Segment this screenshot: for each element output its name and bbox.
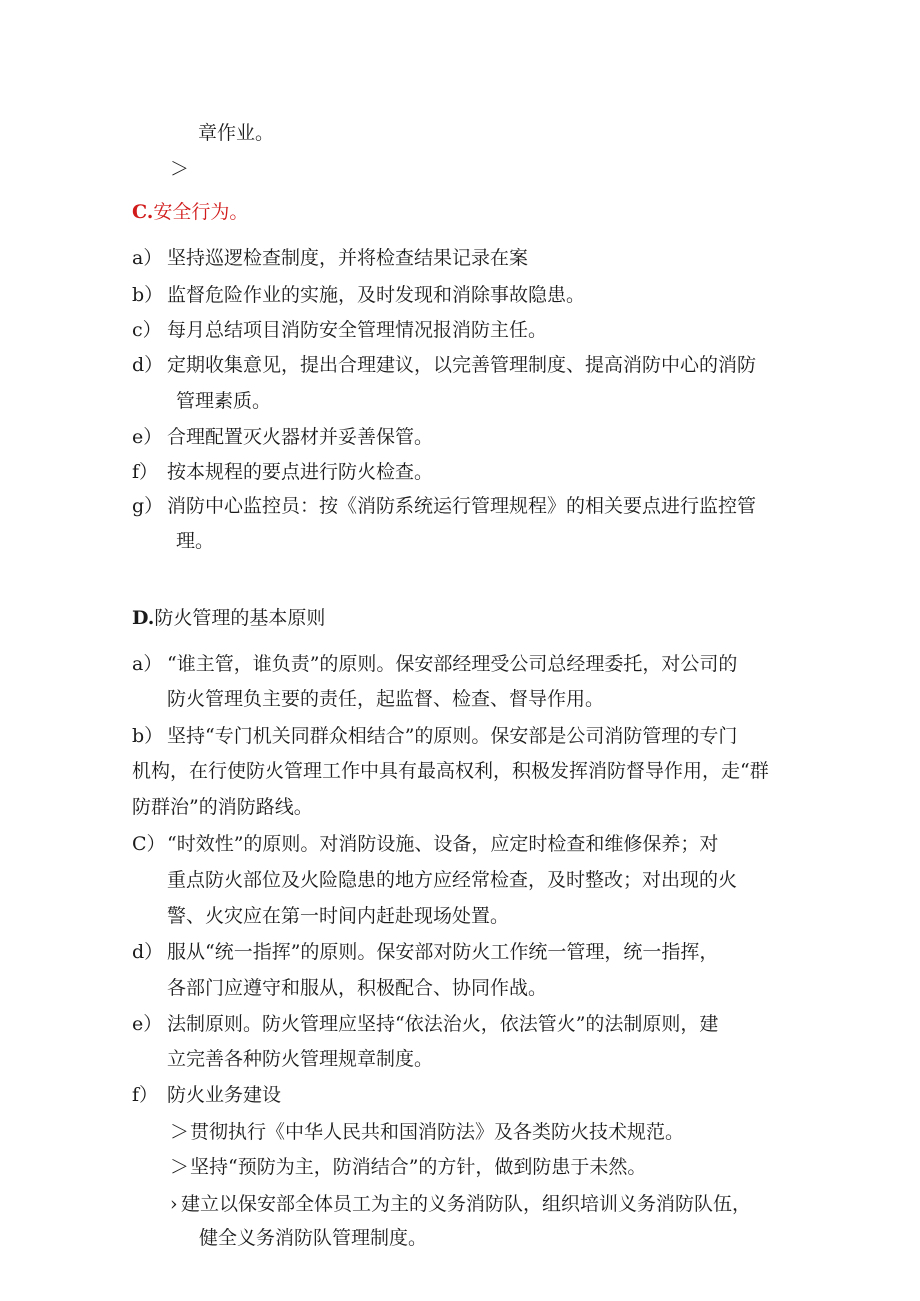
section-d-item-e-line-1: 法制原则。防火管理应坚持“依法治火，依法管火”的法制原则，建 [167,1013,719,1035]
section-c-item-b-line-1: 监督危险作业的实施，及时发现和消除事故隐患。 [167,284,586,306]
section-d-item-e-line-2: 立完善各种防火管理规章制度。 [167,1048,434,1070]
section-d-item-b-line-1: 坚持“专门机关同群众相结合”的原则。保安部是公司消防管理的专门 [167,725,738,747]
section-d-letter: D. [132,607,155,629]
section-c-item-d-marker: d） [132,354,164,376]
section-d-item-c-marker: C） [132,833,166,855]
section-d-item-a-line-2: 防火管理负主要的责任，起监督、检查、督导作用。 [167,688,605,710]
section-d-item-a-line-1: “谁主管，谁负责”的原则。保安部经理受公司总经理委托，对公司的 [167,653,738,675]
section-d-sub-2-line-1: 坚持“预防为主，防消结合”的方针，做到防患于未然。 [190,1156,647,1178]
section-c-item-f-marker: f） [132,461,159,483]
section-c-title: 安全行为。 [153,201,249,223]
section-c-item-b-marker: b） [132,284,164,306]
section-d-item-d-line-2: 各部门应遵守和服从，积极配合、协同作战。 [167,977,548,999]
section-c-item-e-marker: e） [132,426,163,448]
section-d-sub-1-marker: ＞ [170,1121,190,1143]
section-c-item-c-line-1: 每月总结项目消防安全管理情况报消防主任。 [167,319,548,341]
section-d-item-a-marker: a） [132,653,163,675]
section-c-letter: C. [132,201,154,223]
section-d-title: 防火管理的基本原则 [154,607,326,629]
section-d-item-e-marker: e） [132,1013,163,1035]
section-c-item-d-line-1: 定期收集意见，提出合理建议，以完善管理制度、提高消防中心的消防 [167,354,757,376]
section-c-item-g-line-1: 消防中心监控员：按《消防系统运行管理规程》的相关要点进行监控管 [167,495,757,517]
section-d-item-b-line-3: 防群治”的消防路线。 [132,796,313,818]
section-c-item-a-marker: a） [132,247,163,269]
section-c-item-e-line-1: 合理配置灭火器材并妥善保管。 [167,426,434,448]
section-d-item-c-line-2: 重点防火部位及火险隐患的地方应经常检查，及时整改；对出现的火 [167,869,738,891]
section-d-sub-3-line-2: 健全义务消防队管理制度。 [199,1227,428,1249]
section-d-item-c-line-3: 警、火灾应在第一时间内赶赴现场处置。 [167,905,510,927]
section-c-item-f-line-1: 按本规程的要点进行防火检查。 [167,461,434,483]
section-c-item-c-marker: c） [132,319,162,341]
section-d-sub-3-marker: › [170,1193,178,1215]
section-c-item-a-line-1: 坚持巡逻检查制度，并将检查结果记录在案 [167,247,529,269]
section-b-marker: ＞ [170,158,190,180]
section-d-item-d-marker: d） [132,941,164,963]
section-c-item-g-line-2: 理。 [176,530,215,552]
section-d-item-f-line-1: 防火业务建设 [167,1084,282,1106]
section-d-sub-2-marker: ＞ [170,1156,190,1178]
section-d-item-c-line-1: “时效性”的原则。对消防设施、设备，应定时检查和维修保养；对 [167,833,719,855]
section-d-sub-1-line-1: 贯彻执行《中华人民共和国消防法》及各类防火技术规范。 [190,1121,685,1143]
section-c-heading [132,200,248,224]
section-d-item-b-marker: b） [132,725,164,747]
section-d-sub-3-line-1: 建立以保安部全体员工为主的义务消防队，组织培训义务消防队伍， [181,1193,752,1215]
section-c-item-d-line-2: 管理素质。 [176,390,272,412]
section-d-item-b-line-2: 机构，在行使防火管理工作中具有最高权利，积极发挥消防督导作用，走“群 [132,760,769,782]
section-d-item-d-line-1: 服从“统一指挥”的原则。保安部对防火工作统一管理，统一指挥， [167,941,719,963]
section-d-item-f-marker: f） [132,1084,159,1106]
section-b-continuation: 章作业。 [198,122,275,144]
section-c-item-g-marker: g） [132,495,164,517]
section-d-heading [132,606,325,630]
